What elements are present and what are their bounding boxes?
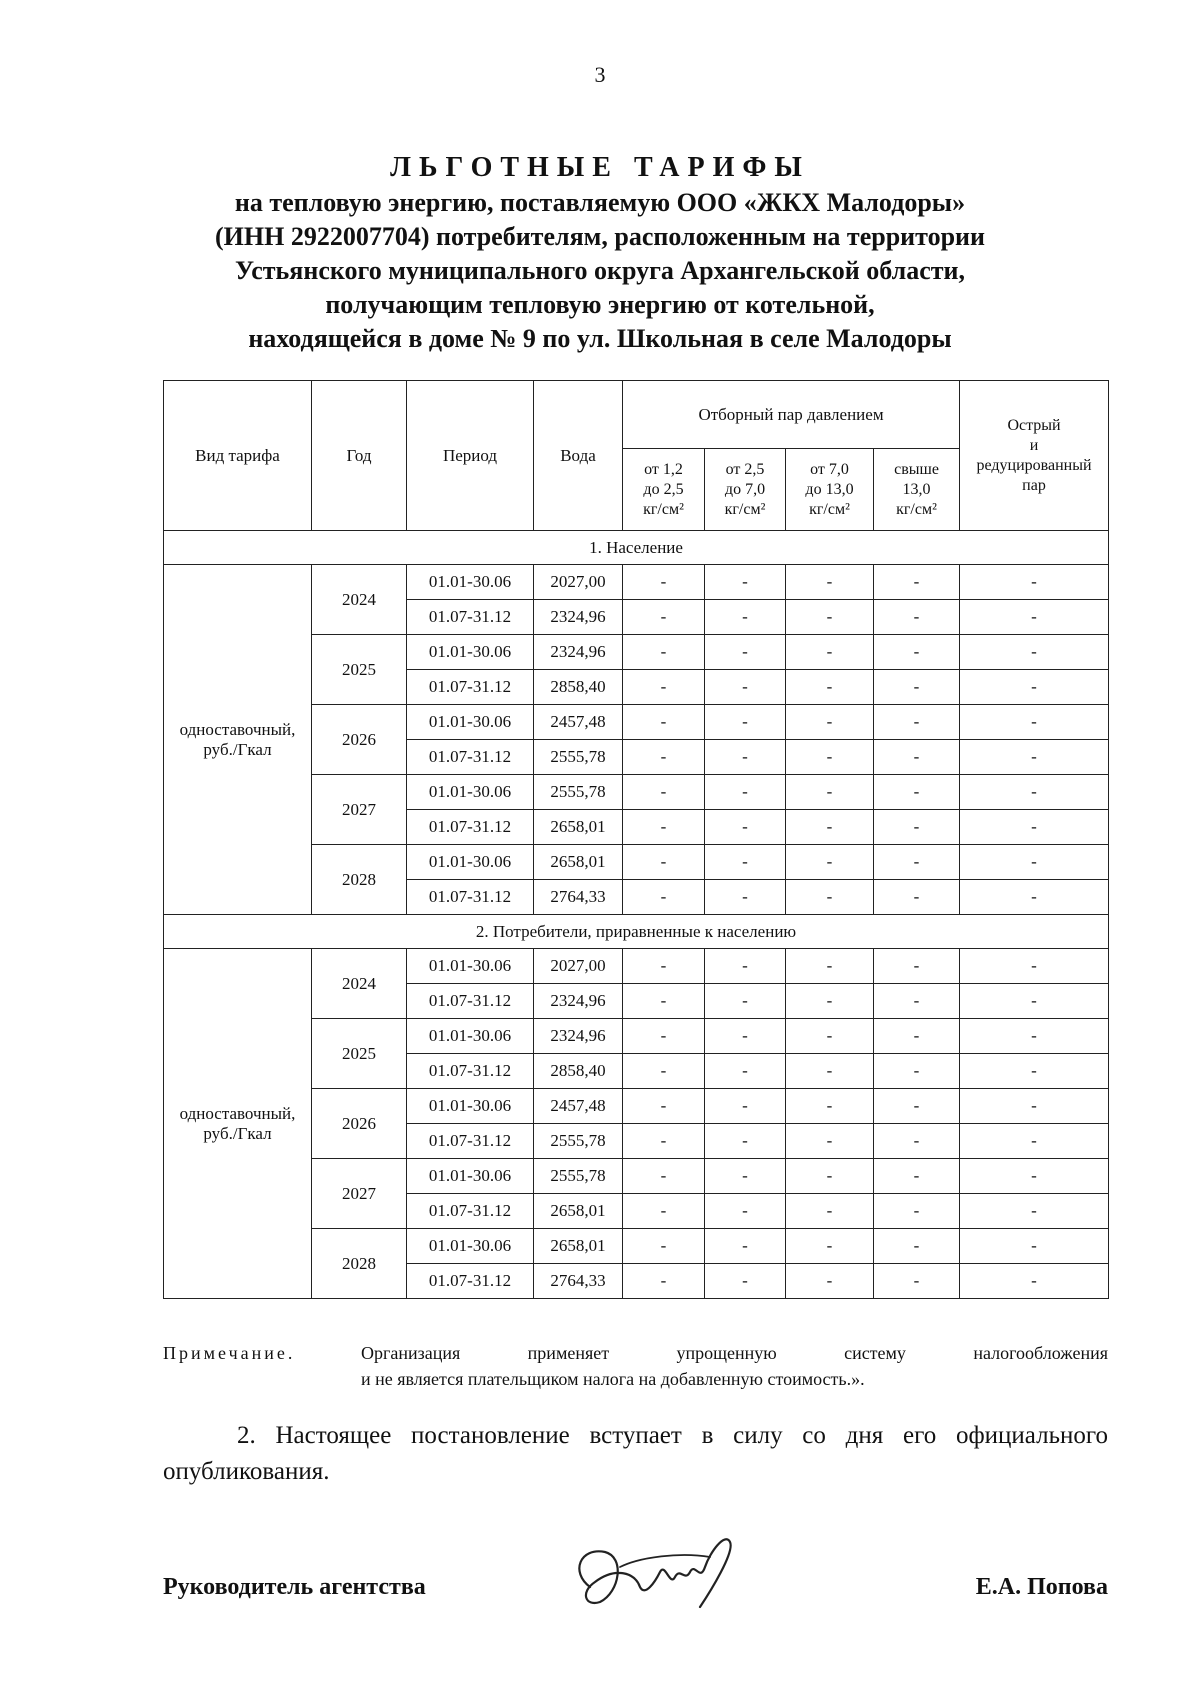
- header-sharp-line: и: [1029, 436, 1039, 454]
- header-line: кг/см²: [896, 500, 937, 518]
- tariff-table: [163, 380, 1109, 1299]
- note-text-line-2: и не является плательщиком налога на добавленную стоимость.».: [361, 1369, 865, 1389]
- empty-cell: -: [705, 705, 786, 740]
- water-cell: 2555,78: [534, 1124, 623, 1159]
- empty-cell: -: [705, 670, 786, 705]
- empty-cell: -: [960, 984, 1109, 1019]
- empty-cell: -: [623, 810, 705, 845]
- empty-cell: -: [623, 1229, 705, 1264]
- empty-cell: -: [874, 1019, 960, 1054]
- water-cell: 2555,78: [534, 1159, 623, 1194]
- empty-cell: -: [874, 1229, 960, 1264]
- period-cell: 01.07-31.12: [407, 1124, 534, 1159]
- empty-cell: -: [786, 775, 874, 810]
- page-number: 3: [594, 62, 606, 87]
- header-line: кг/см²: [724, 500, 766, 518]
- paragraph-text: 2. Настоящее постановление вступает в силу со дня его официального опубликования.: [163, 1422, 1108, 1485]
- water-cell: 2324,96: [534, 600, 623, 635]
- water-cell: 2457,48: [534, 1089, 623, 1124]
- title-line-1: на тепловую энергию, поставляемую ООО «ЖКХ Малодоры»: [234, 188, 966, 217]
- empty-cell: -: [874, 565, 960, 600]
- empty-cell: -: [960, 845, 1109, 880]
- empty-cell: -: [705, 1054, 786, 1089]
- header-steam-3: [786, 449, 874, 531]
- header-line: от 7,0: [810, 460, 849, 478]
- header-steam-group: Отборный пар давлением: [623, 381, 960, 449]
- empty-cell: -: [623, 670, 705, 705]
- empty-cell: -: [786, 810, 874, 845]
- empty-cell: -: [960, 1124, 1109, 1159]
- empty-cell: -: [960, 740, 1109, 775]
- water-cell: 2858,40: [534, 1054, 623, 1089]
- header-period: Период: [407, 381, 534, 531]
- empty-cell: -: [786, 635, 874, 670]
- water-cell: 2555,78: [534, 740, 623, 775]
- empty-cell: -: [960, 670, 1109, 705]
- empty-cell: -: [786, 949, 874, 984]
- empty-cell: -: [960, 949, 1109, 984]
- empty-cell: -: [623, 1019, 705, 1054]
- water-cell: 2658,01: [534, 810, 623, 845]
- title-line-5: находящейся в доме № 9 по ул. Школьная в селе Малодоры: [248, 324, 952, 353]
- signatory-title: Руководитель агентства: [163, 1574, 426, 1600]
- period-cell: 01.01-30.06: [407, 1089, 534, 1124]
- empty-cell: -: [960, 880, 1109, 915]
- empty-cell: -: [874, 1054, 960, 1089]
- water-cell: 2658,01: [534, 1229, 623, 1264]
- table-row: [164, 949, 1109, 984]
- tariff-type-line: руб./Гкал: [203, 1123, 272, 1143]
- period-cell: 01.01-30.06: [407, 845, 534, 880]
- year-cell: 2028: [312, 845, 407, 915]
- empty-cell: -: [786, 670, 874, 705]
- period-cell: 01.07-31.12: [407, 670, 534, 705]
- empty-cell: -: [960, 1019, 1109, 1054]
- empty-cell: -: [705, 1194, 786, 1229]
- empty-cell: -: [705, 1264, 786, 1299]
- empty-cell: -: [705, 1159, 786, 1194]
- empty-cell: -: [705, 1019, 786, 1054]
- empty-cell: -: [705, 845, 786, 880]
- period-cell: 01.01-30.06: [407, 565, 534, 600]
- period-cell: 01.01-30.06: [407, 775, 534, 810]
- note-text-line-1: Организация применяет упрощенную систему налогообложения: [361, 1343, 1108, 1363]
- empty-cell: -: [960, 775, 1109, 810]
- header-steam-4: [874, 449, 960, 531]
- water-cell: 2324,96: [534, 984, 623, 1019]
- empty-cell: -: [874, 880, 960, 915]
- title-line-3: Устьянского муниципального округа Архангельской области,: [234, 256, 966, 285]
- empty-cell: -: [705, 984, 786, 1019]
- empty-cell: -: [874, 984, 960, 1019]
- header-tariff-type: Вид тарифа: [164, 381, 312, 531]
- empty-cell: -: [874, 635, 960, 670]
- header-sharp-steam: [960, 381, 1109, 531]
- signatory-name: Е.А. Попова: [975, 1574, 1108, 1600]
- empty-cell: -: [705, 565, 786, 600]
- empty-cell: -: [874, 1089, 960, 1124]
- period-cell: 01.01-30.06: [407, 1229, 534, 1264]
- empty-cell: -: [960, 1229, 1109, 1264]
- empty-cell: -: [874, 775, 960, 810]
- empty-cell: -: [623, 740, 705, 775]
- water-cell: 2457,48: [534, 705, 623, 740]
- title-line-2: (ИНН 2922007704) потребителям, расположенным на территории: [214, 222, 985, 251]
- empty-cell: -: [705, 740, 786, 775]
- empty-cell: -: [705, 635, 786, 670]
- note: [163, 1340, 1108, 1392]
- empty-cell: -: [623, 1054, 705, 1089]
- empty-cell: -: [960, 1089, 1109, 1124]
- empty-cell: -: [623, 1124, 705, 1159]
- empty-cell: -: [623, 600, 705, 635]
- empty-cell: -: [786, 565, 874, 600]
- water-cell: 2764,33: [534, 1264, 623, 1299]
- empty-cell: -: [705, 880, 786, 915]
- header-line: до 7,0: [724, 480, 766, 498]
- empty-cell: -: [874, 670, 960, 705]
- empty-cell: -: [786, 1054, 874, 1089]
- empty-cell: -: [705, 949, 786, 984]
- year-cell: 2026: [312, 1089, 407, 1159]
- period-cell: 01.07-31.12: [407, 984, 534, 1019]
- tariff-type-line: одноставочный,: [179, 1103, 296, 1123]
- period-cell: 01.07-31.12: [407, 1194, 534, 1229]
- empty-cell: -: [960, 1054, 1109, 1089]
- period-cell: 01.01-30.06: [407, 1159, 534, 1194]
- empty-cell: -: [786, 1264, 874, 1299]
- empty-cell: -: [705, 1089, 786, 1124]
- period-cell: 01.07-31.12: [407, 1264, 534, 1299]
- period-cell: 01.01-30.06: [407, 705, 534, 740]
- water-cell: 2658,01: [534, 845, 623, 880]
- water-cell: 2555,78: [534, 775, 623, 810]
- year-cell: 2027: [312, 775, 407, 845]
- tariff-type-line: одноставочный,: [179, 719, 296, 739]
- empty-cell: -: [874, 810, 960, 845]
- empty-cell: -: [960, 810, 1109, 845]
- empty-cell: -: [874, 1159, 960, 1194]
- header-steam-2: [705, 449, 786, 531]
- empty-cell: -: [874, 600, 960, 635]
- empty-cell: -: [786, 1124, 874, 1159]
- header-year: Год: [312, 381, 407, 531]
- empty-cell: -: [786, 1194, 874, 1229]
- water-cell: 2324,96: [534, 635, 623, 670]
- period-cell: 01.07-31.12: [407, 1054, 534, 1089]
- empty-cell: -: [786, 880, 874, 915]
- empty-cell: -: [623, 949, 705, 984]
- empty-cell: -: [623, 845, 705, 880]
- tariff-type-cell: [164, 949, 312, 1299]
- empty-cell: -: [786, 1159, 874, 1194]
- empty-cell: -: [960, 1194, 1109, 1229]
- empty-cell: -: [786, 1089, 874, 1124]
- header-sharp-line: пар: [1022, 476, 1046, 494]
- empty-cell: -: [960, 1264, 1109, 1299]
- header-water: Вода: [534, 381, 623, 531]
- period-cell: 01.07-31.12: [407, 600, 534, 635]
- section-title: 1. Население: [164, 531, 1109, 565]
- empty-cell: -: [705, 600, 786, 635]
- empty-cell: -: [623, 775, 705, 810]
- header-sharp-line: Острый: [1007, 416, 1061, 434]
- empty-cell: -: [786, 600, 874, 635]
- empty-cell: -: [874, 1264, 960, 1299]
- empty-cell: -: [960, 635, 1109, 670]
- header-line: до 2,5: [643, 480, 684, 498]
- year-cell: 2024: [312, 949, 407, 1019]
- empty-cell: -: [786, 705, 874, 740]
- empty-cell: -: [786, 1229, 874, 1264]
- document-title: [60, 150, 1140, 356]
- header-steam-1: [623, 449, 705, 531]
- empty-cell: -: [623, 1264, 705, 1299]
- year-cell: 2027: [312, 1159, 407, 1229]
- header-line: свыше: [894, 460, 939, 478]
- empty-cell: -: [623, 565, 705, 600]
- empty-cell: -: [874, 740, 960, 775]
- water-cell: 2027,00: [534, 565, 623, 600]
- empty-cell: -: [786, 740, 874, 775]
- tariff-type-line: руб./Гкал: [203, 739, 272, 759]
- empty-cell: -: [960, 565, 1109, 600]
- header-line: до 13,0: [805, 480, 854, 498]
- empty-cell: -: [786, 984, 874, 1019]
- empty-cell: -: [874, 705, 960, 740]
- empty-cell: -: [623, 705, 705, 740]
- empty-cell: -: [786, 1019, 874, 1054]
- empty-cell: -: [960, 705, 1109, 740]
- table-row: [164, 565, 1109, 600]
- signature-image: [560, 1512, 760, 1622]
- title-main: ЛЬГОТНЫЕ ТАРИФЫ: [390, 152, 810, 183]
- year-cell: 2028: [312, 1229, 407, 1299]
- tariff-type-cell: [164, 565, 312, 915]
- empty-cell: -: [705, 810, 786, 845]
- header-line: кг/см²: [643, 500, 684, 518]
- empty-cell: -: [623, 1089, 705, 1124]
- period-cell: 01.01-30.06: [407, 949, 534, 984]
- year-cell: 2025: [312, 635, 407, 705]
- empty-cell: -: [623, 1159, 705, 1194]
- water-cell: 2658,01: [534, 1194, 623, 1229]
- water-cell: 2764,33: [534, 880, 623, 915]
- empty-cell: -: [786, 845, 874, 880]
- empty-cell: -: [960, 1159, 1109, 1194]
- section-title: 2. Потребители, приравненные к населению: [164, 915, 1109, 949]
- period-cell: 01.01-30.06: [407, 1019, 534, 1054]
- empty-cell: -: [960, 600, 1109, 635]
- water-cell: 2027,00: [534, 949, 623, 984]
- empty-cell: -: [874, 845, 960, 880]
- header-sharp-line: редуцированный: [976, 456, 1092, 474]
- paragraph: [163, 1418, 1108, 1490]
- title-line-4: получающим тепловую энергию от котельной,: [325, 290, 875, 319]
- note-label: Примечание.: [163, 1343, 296, 1363]
- header-line: от 1,2: [644, 460, 683, 478]
- empty-cell: -: [623, 635, 705, 670]
- empty-cell: -: [874, 1194, 960, 1229]
- header-line: кг/см²: [809, 500, 850, 518]
- period-cell: 01.01-30.06: [407, 635, 534, 670]
- period-cell: 01.07-31.12: [407, 740, 534, 775]
- empty-cell: -: [874, 1124, 960, 1159]
- header-line: 13,0: [902, 480, 931, 498]
- year-cell: 2024: [312, 565, 407, 635]
- header-line: от 2,5: [725, 460, 765, 478]
- water-cell: 2324,96: [534, 1019, 623, 1054]
- period-cell: 01.07-31.12: [407, 880, 534, 915]
- year-cell: 2025: [312, 1019, 407, 1089]
- empty-cell: -: [623, 880, 705, 915]
- empty-cell: -: [705, 1124, 786, 1159]
- empty-cell: -: [874, 949, 960, 984]
- year-cell: 2026: [312, 705, 407, 775]
- water-cell: 2858,40: [534, 670, 623, 705]
- empty-cell: -: [623, 1194, 705, 1229]
- period-cell: 01.07-31.12: [407, 810, 534, 845]
- empty-cell: -: [705, 1229, 786, 1264]
- empty-cell: -: [705, 775, 786, 810]
- empty-cell: -: [623, 984, 705, 1019]
